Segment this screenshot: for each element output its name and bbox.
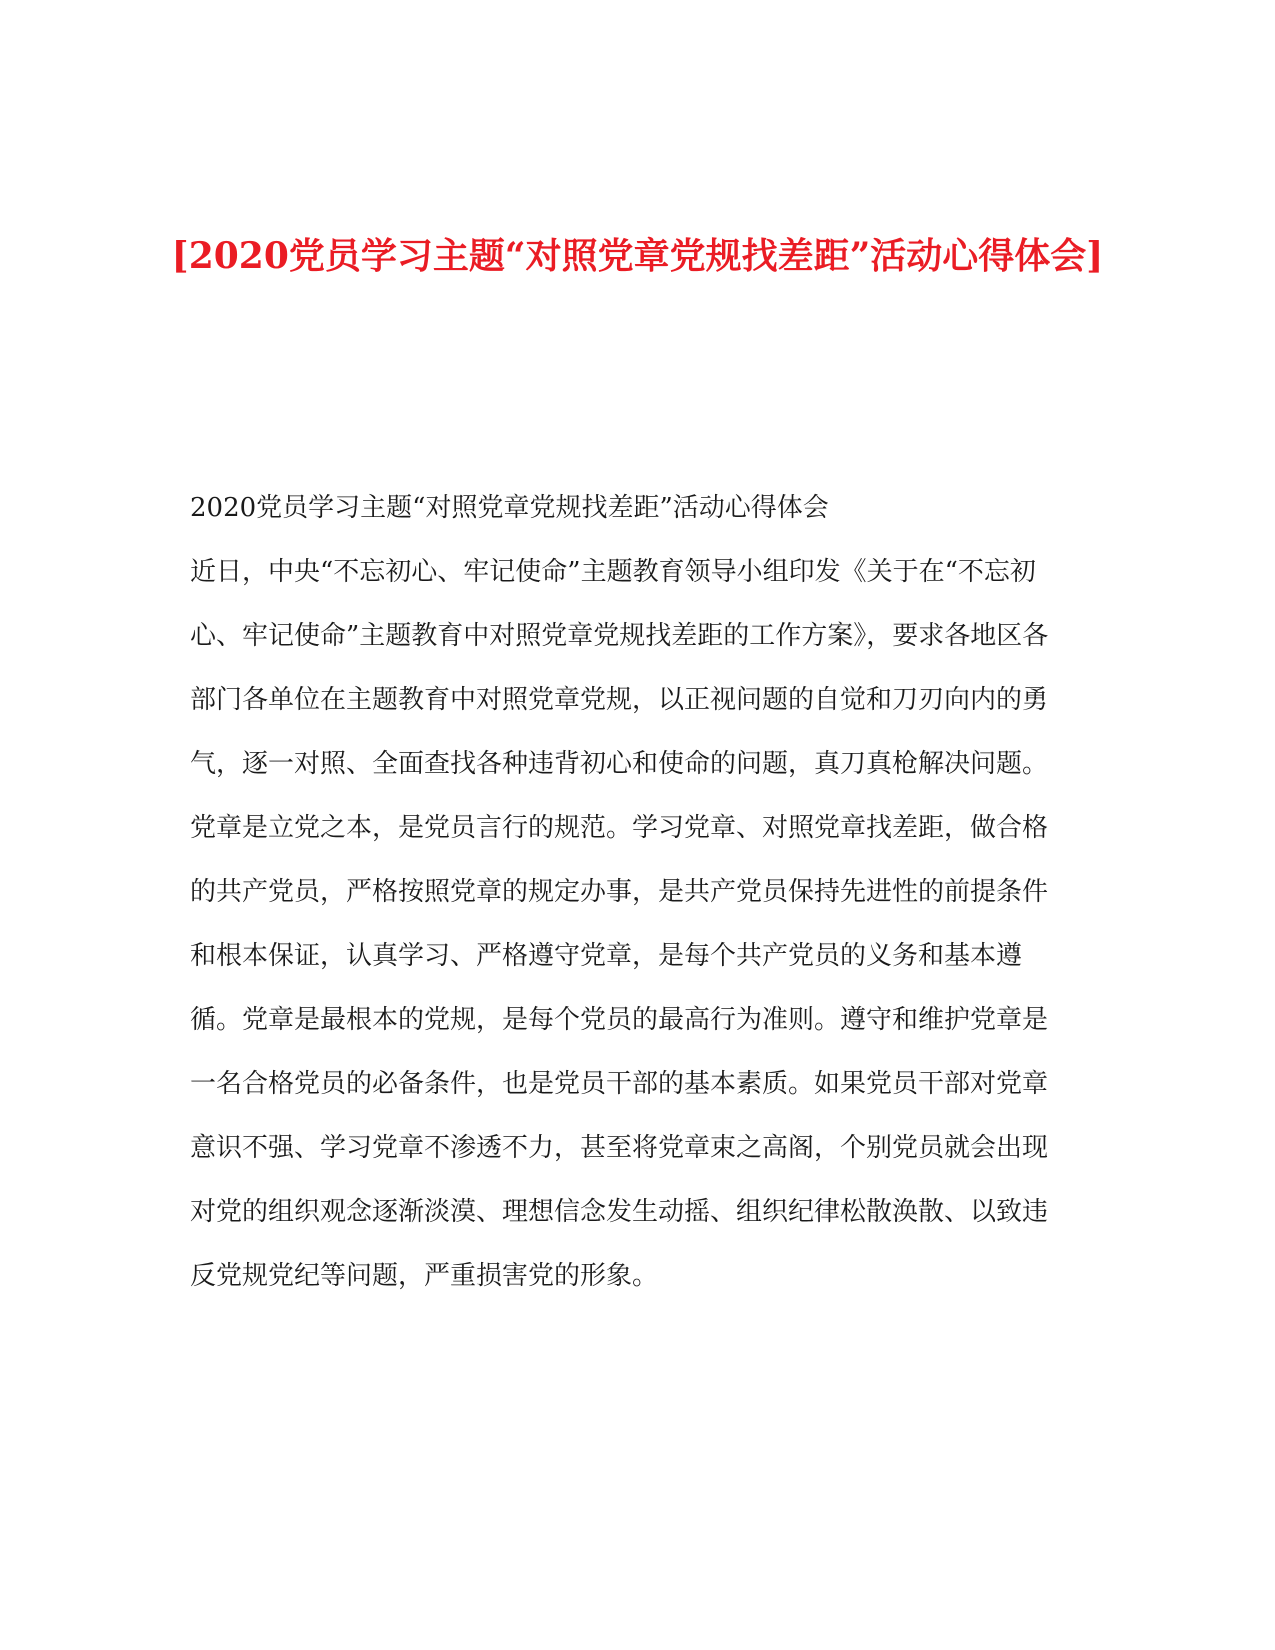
paragraph-intro: 近日，中央“不忘初心、牢记使命”主题教育领导小组印发《关于在“不忘初心、牢记使命”主题教育中对照党章党规找差距的工作方案》，要求各地区各部门各单位在主题教育中对照党章党规，以正视问题的自觉和刀刃向内的勇气，逐一对照、全面查找各种违背初心和使命的问题，真刀真枪解决问题。: [190, 557, 1049, 779]
document-body: [190, 476, 1060, 1308]
paragraph-party-constitution: 党章是立党之本，是党员言行的规范。学习党章、对照党章找差距，做合格的共产党员，严格按照党章的规定办事，是共产党员保持先进性的前提条件和根本保证，认真学习、严格遵守党章，是每个共产党员的义务和基本遵循。党章是最根本的党规，是每个党员的最高行为准则。遵守和维护党章是一名合格党员的必备条件，也是党员干部的基本素质。如果党员干部对党章意识不强、学习党章不渗透不力，甚至将党章束之高阁，个别党员就会出现对党的组织观念逐渐淡漠、理想信念发生动摇、组织纪律松散涣散、以致违反党规党纪等问题，严重损害党的形象。: [190, 813, 1049, 1291]
document-subtitle: 2020党员学习主题“对照党章党规找差距”活动心得体会: [190, 493, 829, 523]
document-title: [2020党员学习主题“对照党章党规找差距”活动心得体会]: [171, 235, 1104, 277]
